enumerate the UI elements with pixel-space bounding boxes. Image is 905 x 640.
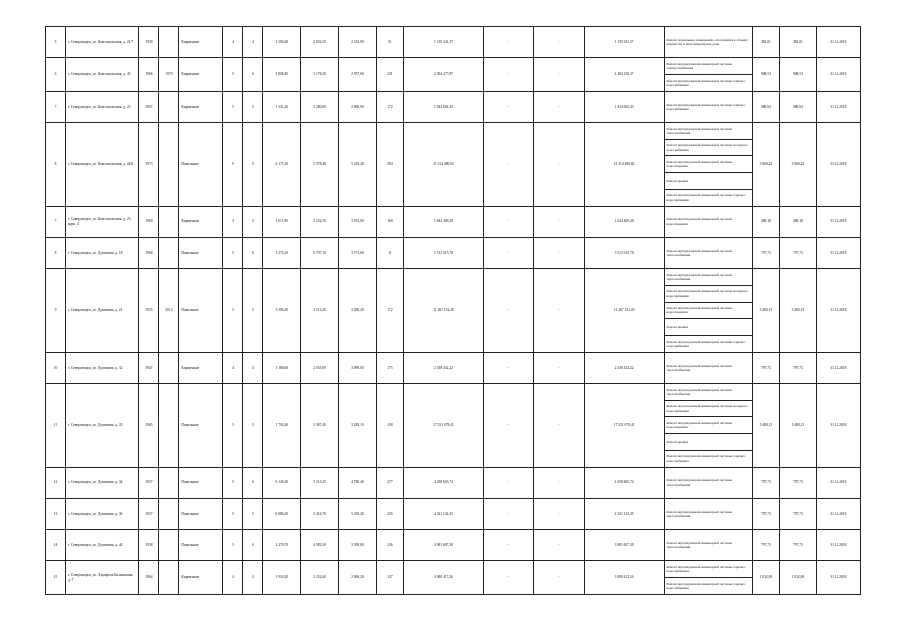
total-cost-cell: 1 139 341,37 xyxy=(584,27,664,58)
funding-source-b-cell: - xyxy=(534,91,584,122)
year-reconstructed-cell xyxy=(159,122,179,206)
wall-type-cell: Панельные xyxy=(179,237,223,268)
floors-cell: 5 xyxy=(223,498,243,529)
entrances-cell: 5 xyxy=(243,91,263,122)
floors-cell: 4 xyxy=(223,561,243,595)
funding-source-a-cell: - xyxy=(483,237,533,268)
row-number: 8 xyxy=(46,237,66,268)
total-cost-cell: 4 484 250,37 xyxy=(584,58,664,91)
year-reconstructed-cell xyxy=(159,206,179,237)
capital-repair-registry-table xyxy=(45,26,861,595)
table-row xyxy=(46,530,861,561)
deadline-cell: 31.12.2018 xyxy=(816,383,860,467)
repair-work-type-cell: Ремонт внутридомовой инженерной системы электроснабжения xyxy=(664,58,752,75)
year-reconstructed-cell xyxy=(159,352,179,383)
address-cell: г. Североморск, ул. Душенова, д. 32 xyxy=(65,352,139,383)
row-number: 14 xyxy=(46,530,66,561)
wall-type-cell: Панельные xyxy=(179,467,223,498)
specific-cost-cell: 3 480,15 xyxy=(752,269,779,353)
funding-source-a-cell: - xyxy=(483,269,533,353)
table-row xyxy=(46,206,861,237)
repair-work-type-cell: Ремонт крыши xyxy=(664,319,752,336)
repair-cost-cell: 1 924 002,43 xyxy=(404,91,484,122)
total-cost-cell: 11 267 152,40 xyxy=(584,269,664,353)
row-number: 9 xyxy=(46,269,66,353)
year-reconstructed-cell xyxy=(159,530,179,561)
funding-source-b-cell: - xyxy=(534,237,584,268)
year-built-cell: 1966 xyxy=(139,58,159,91)
limit-cost-cell: 797,73 xyxy=(780,352,817,383)
row-number: 15 xyxy=(46,561,66,595)
deadline-cell: 31.12.2018 xyxy=(816,91,860,122)
floors-cell: 4 xyxy=(223,352,243,383)
address-cell: г. Североморск, ул. Комсомольская, д. 25, корп. 4 xyxy=(65,206,139,237)
year-reconstructed-cell xyxy=(159,237,179,268)
floors-cell: 3 xyxy=(223,206,243,237)
address-cell: г. Североморск, ул. Комсомольская, д. 45 xyxy=(65,58,139,91)
year-built-cell: 1957 xyxy=(139,467,159,498)
nonliving-area-cell: 2 957,60 xyxy=(338,58,376,91)
funding-source-a-cell: - xyxy=(483,206,533,237)
limit-cost-cell: 3 480,15 xyxy=(780,269,817,353)
table-row xyxy=(46,498,861,529)
total-area-cell: 1 541,20 xyxy=(263,91,301,122)
funding-source-b-cell: - xyxy=(534,561,584,595)
year-built-cell: 1930 xyxy=(139,27,159,58)
nonliving-area-cell: 4 780,40 xyxy=(338,467,376,498)
floors-cell: 5 xyxy=(223,467,243,498)
entrances-cell: 4 xyxy=(243,561,263,595)
repair-cost-cell: 1 644 409,28 xyxy=(404,206,484,237)
funding-source-a-cell: - xyxy=(483,561,533,595)
wall-type-cell: Панельные xyxy=(179,498,223,529)
table-row xyxy=(46,91,861,122)
year-reconstructed-cell xyxy=(159,91,179,122)
year-reconstructed-cell xyxy=(159,467,179,498)
row-number: 10 xyxy=(46,352,66,383)
limit-cost-cell: 3 480,15 xyxy=(780,383,817,467)
total-cost-cell: 5 512 615,78 xyxy=(584,237,664,268)
living-area-cell: 5 416,70 xyxy=(301,498,339,529)
year-built-cell: 1957 xyxy=(139,91,159,122)
floors-cell: 5 xyxy=(223,237,243,268)
funding-source-b-cell: - xyxy=(534,269,584,353)
year-built-cell: 1968 xyxy=(139,237,159,268)
wall-type-cell: Кирпичные xyxy=(179,58,223,91)
entrances-cell: 5 xyxy=(243,383,263,467)
total-area-cell: 2 270,70 xyxy=(263,530,301,561)
entrances-cell: 3 xyxy=(243,206,263,237)
specific-cost-cell: 498,18 xyxy=(752,206,779,237)
address-cell: г. Североморск, ул. Душенова, д. 18 xyxy=(65,237,139,268)
repair-cost-cell: 4 321 132,45 xyxy=(404,498,484,529)
deadline-cell: 31.12.2018 xyxy=(816,58,860,91)
residents-cell: 294 xyxy=(376,122,403,206)
year-reconstructed-cell xyxy=(159,498,179,529)
year-reconstructed-cell: 1970 xyxy=(159,58,179,91)
floors-cell: 5 xyxy=(223,91,243,122)
year-built-cell: 1973 xyxy=(139,122,159,206)
year-reconstructed-cell xyxy=(159,27,179,58)
limit-cost-cell: 797,73 xyxy=(780,530,817,561)
deadline-cell: 31.12.2018 xyxy=(816,122,860,206)
year-built-cell: 1957 xyxy=(139,498,159,529)
row-number: 7 xyxy=(46,91,66,122)
entrances-cell: 4 xyxy=(243,27,263,58)
living-area-cell: 5 378,40 xyxy=(301,122,339,206)
entrances-cell: 8 xyxy=(243,237,263,268)
living-area-cell: 3 232,50 xyxy=(301,206,339,237)
deadline-cell: 31.12.2018 xyxy=(816,27,860,58)
total-area-cell: 3 808,40 xyxy=(263,58,301,91)
wall-type-cell: Панельные xyxy=(179,383,223,467)
entrances-cell: 5 xyxy=(243,498,263,529)
total-area-cell: 1 792,40 xyxy=(263,383,301,467)
specific-cost-cell: 382,01 xyxy=(752,27,779,58)
nonliving-area-cell: 3 089,00 xyxy=(338,352,376,383)
residents-cell: 241 xyxy=(376,58,403,91)
repair-cost-cell: 3 080 417,26 xyxy=(404,561,484,595)
repair-cost-cell: 17 521 078,41 xyxy=(404,383,484,467)
funding-source-b-cell: - xyxy=(534,530,584,561)
living-area-cell: 5 515,25 xyxy=(301,467,339,498)
repair-cost-cell: 2 338 432,22 xyxy=(404,352,484,383)
funding-source-b-cell: - xyxy=(534,498,584,529)
address-cell: г. Североморск, ул. Душенова, д. 33 xyxy=(65,383,139,467)
repair-work-type-cell: Ремонт внутридомовой инженерной системы горячего водоснабжения xyxy=(664,336,752,353)
repair-work-type-cell: Ремонт крыши xyxy=(664,434,752,451)
nonliving-area-cell: 5 439,20 xyxy=(338,498,376,529)
specific-cost-cell: 908,54 xyxy=(752,58,779,91)
address-cell: г. Североморск, ул. Адмирала Колышкина, д. 7 xyxy=(65,561,139,595)
specific-cost-cell: 1 032,00 xyxy=(752,561,779,595)
repair-work-type-cell: Ремонт внутридомовой инженерной системы теплоснабжения xyxy=(664,498,752,529)
address-cell: г. Североморск, ул. Душенова, д. 34 xyxy=(65,467,139,498)
nonliving-area-cell: 2 800,90 xyxy=(338,91,376,122)
floors-cell: 5 xyxy=(223,530,243,561)
address-cell: г. Североморск, ул. Комсомольская, д. 21/7 xyxy=(65,27,139,58)
wall-type-cell: Кирпичные xyxy=(179,91,223,122)
year-built-cell: 1958 xyxy=(139,530,159,561)
address-cell: г. Североморск, ул. Душенова, д. 36 xyxy=(65,498,139,529)
funding-source-a-cell: - xyxy=(483,383,533,467)
limit-cost-cell: 586,04 xyxy=(780,91,817,122)
funding-source-b-cell: - xyxy=(534,206,584,237)
total-area-cell: 3 396,20 xyxy=(263,269,301,353)
row-number: 11 xyxy=(46,383,66,467)
specific-cost-cell: 797,73 xyxy=(752,237,779,268)
deadline-cell: 31.12.2018 xyxy=(816,352,860,383)
deadline-cell: 31.12.2018 xyxy=(816,467,860,498)
repair-work-type-cell: Ремонт внутридомовой инженерной системы холодного водоснабжения xyxy=(664,139,752,156)
total-cost-cell: 4 321 132,45 xyxy=(584,498,664,529)
repair-work-type-cell: Ремонт внутридомовой инженерной системы водоотведения xyxy=(664,156,752,173)
repair-cost-cell: 3 981 607,38 xyxy=(404,530,484,561)
living-area-cell: 2 035,00 xyxy=(301,352,339,383)
specific-cost-cell: 3 960,22 xyxy=(752,122,779,206)
funding-source-a-cell: - xyxy=(483,352,533,383)
funding-source-b-cell: - xyxy=(534,467,584,498)
residents-cell: 160 xyxy=(376,206,403,237)
limit-cost-cell: 382,01 xyxy=(780,27,817,58)
specific-cost-cell: 797,73 xyxy=(752,530,779,561)
row-number: 8 xyxy=(46,122,66,206)
year-reconstructed-cell xyxy=(159,561,179,595)
living-area-cell: 3 513,20 xyxy=(301,269,339,353)
table-row xyxy=(46,383,861,400)
repair-work-type-cell: Ремонт внутридомовой инженерной системы горячего водоснабжения xyxy=(664,578,752,595)
total-cost-cell: 21 314 480,82 xyxy=(584,122,664,206)
residents-cell: 172 xyxy=(376,269,403,353)
wall-type-cell: Кирпичные xyxy=(179,352,223,383)
repair-work-type-cell: Ремонт внутридомовой инженерной системы холодного водоснабжения xyxy=(664,285,752,302)
repair-work-type-cell: Ремонт внутридомовой инженерной системы теплоснабжения xyxy=(664,352,752,383)
living-area-cell: 3 232,60 xyxy=(301,561,339,595)
total-area-cell: 6 086,20 xyxy=(263,498,301,529)
repair-work-type-cell: Ремонт внутридомовой инженерной системы теплоснабжения xyxy=(664,237,752,268)
total-cost-cell: 3 080 412,26 xyxy=(584,561,664,595)
wall-type-cell: Панельные xyxy=(179,530,223,561)
repair-work-type-cell: Ремонт внутридомовой инженерной системы горячего водоснабжения xyxy=(664,561,752,578)
funding-source-a-cell: - xyxy=(483,27,533,58)
total-area-cell: 6 146,20 xyxy=(263,467,301,498)
repair-work-type-cell: Ремонт подвальных помещений, относящихся к общему имуществу в многоквартирном доме xyxy=(664,27,752,58)
living-area-cell: 3 280,80 xyxy=(301,91,339,122)
limit-cost-cell: 3 960,22 xyxy=(780,122,817,206)
nonliving-area-cell: 3 282,10 xyxy=(338,383,376,467)
limit-cost-cell: 908,54 xyxy=(780,58,817,91)
repair-cost-cell: 5 512 615,78 xyxy=(404,237,484,268)
table-row xyxy=(46,352,861,383)
repair-work-type-cell: Ремонт внутридомовой инженерной системы теплоснабжения xyxy=(664,467,752,498)
repair-work-type-cell: Ремонт внутридомовой инженерной системы теплоснабжения xyxy=(664,383,752,400)
entrances-cell: 5 xyxy=(243,269,263,353)
total-area-cell: 1 274,10 xyxy=(263,237,301,268)
row-number: 6 xyxy=(46,58,66,91)
repair-work-type-cell: Ремонт внутридомовой инженерной системы горячего водоснабжения xyxy=(664,189,752,206)
repair-work-type-cell: Ремонт внутридомовой инженерной системы теплоснабжения xyxy=(664,122,752,139)
year-built-cell: 1965 xyxy=(139,383,159,467)
repair-cost-cell: 4 458 665,74 xyxy=(404,467,484,498)
repair-cost-cell: 11 267 152,40 xyxy=(404,269,484,353)
table-row xyxy=(46,467,861,498)
funding-source-a-cell: - xyxy=(483,467,533,498)
funding-source-a-cell: - xyxy=(483,58,533,91)
floors-cell: 5 xyxy=(223,383,243,467)
floors-cell: 9 xyxy=(223,122,243,206)
residents-cell: 158 xyxy=(376,383,403,467)
residents-cell: 235 xyxy=(376,498,403,529)
residents-cell: 137 xyxy=(376,561,403,595)
floors-cell: 5 xyxy=(223,269,243,353)
repair-work-type-cell: Ремонт внутридомовой инженерной системы теплоснабжения xyxy=(664,530,752,561)
limit-cost-cell: 498,18 xyxy=(780,206,817,237)
funding-source-b-cell: - xyxy=(534,352,584,383)
year-built-cell: 1955 xyxy=(139,269,159,353)
repair-work-type-cell: Ремонт внутридомовой инженерной системы водоотведения xyxy=(664,417,752,434)
repair-work-type-cell: Ремонт внутридомовой инженерной системы горячего водоснабжения xyxy=(664,91,752,122)
entrances-cell: 6 xyxy=(243,58,263,91)
row-number: 5 xyxy=(46,27,66,58)
total-area-cell: 1 611,90 xyxy=(263,206,301,237)
table-row xyxy=(46,269,861,286)
residents-cell: 11 xyxy=(376,237,403,268)
wall-type-cell: Панельные xyxy=(179,122,223,206)
nonliving-area-cell: 3 573,60 xyxy=(338,237,376,268)
repair-work-type-cell: Ремонт внутридомовой инженерной системы теплоснабжения xyxy=(664,269,752,286)
specific-cost-cell: 797,73 xyxy=(752,498,779,529)
wall-type-cell: Кирпичные xyxy=(179,206,223,237)
repair-work-type-cell: Ремонт внутридомовой инженерной системы водоотведения xyxy=(664,206,752,237)
repair-work-type-cell: Ремонт внутридомовой инженерной системы холодного водоснабжения xyxy=(664,400,752,417)
deadline-cell: 31.12.2018 xyxy=(816,237,860,268)
row-number: 12 xyxy=(46,467,66,498)
address-cell: г. Североморск, ул. Душенова, д. 44 xyxy=(65,530,139,561)
living-area-cell: 6 797,10 xyxy=(301,237,339,268)
funding-source-a-cell: - xyxy=(483,530,533,561)
funding-source-b-cell: - xyxy=(534,27,584,58)
total-cost-cell: 1 924 002,43 xyxy=(584,91,664,122)
deadline-cell: 31.12.2018 xyxy=(816,498,860,529)
living-area-cell: 2 032,50 xyxy=(301,27,339,58)
residents-cell: 172 xyxy=(376,91,403,122)
deadline-cell: 31.12.2018 xyxy=(816,530,860,561)
year-built-cell: 1960 xyxy=(139,206,159,237)
entrances-cell: 5 xyxy=(243,122,263,206)
year-built-cell: 1947 xyxy=(139,352,159,383)
repair-work-type-cell: Ремонт внутридомовой инженерной системы горячего водоснабжения xyxy=(664,74,752,91)
total-cost-cell: 4 458 665,74 xyxy=(584,467,664,498)
limit-cost-cell: 1 032,00 xyxy=(780,561,817,595)
limit-cost-cell: 797,73 xyxy=(780,237,817,268)
table-row xyxy=(46,237,861,268)
deadline-cell: 31.12.2018 xyxy=(816,269,860,353)
address-cell: г. Североморск, ул. Комсомольская, д. 23 xyxy=(65,91,139,122)
specific-cost-cell: 586,04 xyxy=(752,91,779,122)
row-number: 7 xyxy=(46,206,66,237)
nonliving-area-cell: 3 490,20 xyxy=(338,269,376,353)
floors-cell: 5 xyxy=(223,58,243,91)
specific-cost-cell: 797,73 xyxy=(752,352,779,383)
deadline-cell: 31.12.2018 xyxy=(816,206,860,237)
year-built-cell: 1964 xyxy=(139,561,159,595)
total-area-cell: 2 592,60 xyxy=(263,27,301,58)
residents-cell: 51 xyxy=(376,27,403,58)
funding-source-a-cell: - xyxy=(483,91,533,122)
total-cost-cell: 3 981 607,38 xyxy=(584,530,664,561)
total-cost-cell: 17 521 078,41 xyxy=(584,383,664,467)
floors-cell: 4 xyxy=(223,27,243,58)
repair-cost-cell: 2 394 477,87 xyxy=(404,58,484,91)
entrances-cell: 6 xyxy=(243,467,263,498)
wall-type-cell: Кирпичные xyxy=(179,27,223,58)
residents-cell: 175 xyxy=(376,352,403,383)
table-row xyxy=(46,561,861,578)
year-reconstructed-cell: 2014 xyxy=(159,269,179,353)
funding-source-b-cell: - xyxy=(534,383,584,467)
funding-source-a-cell: - xyxy=(483,498,533,529)
specific-cost-cell: 797,73 xyxy=(752,467,779,498)
entrances-cell: 6 xyxy=(243,530,263,561)
funding-source-b-cell: - xyxy=(534,58,584,91)
limit-cost-cell: 797,73 xyxy=(780,467,817,498)
wall-type-cell: Панельные xyxy=(179,269,223,353)
nonliving-area-cell: 3 033,00 xyxy=(338,206,376,237)
living-area-cell: 3 178,20 xyxy=(301,58,339,91)
row-number: 13 xyxy=(46,498,66,529)
nonliving-area-cell: 2 866,20 xyxy=(338,561,376,595)
table-row xyxy=(46,122,861,139)
repair-work-type-cell: Ремонт внутридомовой инженерной системы водоотведения xyxy=(664,302,752,319)
repair-work-type-cell: Ремонт внутридомовой инженерной системы горячего водоснабжения xyxy=(664,450,752,467)
residents-cell: 277 xyxy=(376,467,403,498)
repair-cost-cell: 1 139 341,37 xyxy=(404,27,484,58)
address-cell: г. Североморск, ул. Душенова, д. 21 xyxy=(65,269,139,353)
nonliving-area-cell: 2 333,90 xyxy=(338,27,376,58)
table-row xyxy=(46,58,861,75)
limit-cost-cell: 797,73 xyxy=(780,498,817,529)
living-area-cell: 4 983,50 xyxy=(301,530,339,561)
repair-cost-cell: 21 314 480,82 xyxy=(404,122,484,206)
total-cost-cell: 1 644 409,28 xyxy=(584,206,664,237)
funding-source-b-cell: - xyxy=(534,122,584,206)
residents-cell: 236 xyxy=(376,530,403,561)
total-area-cell: 6 175,10 xyxy=(263,122,301,206)
nonliving-area-cell: 3 938,80 xyxy=(338,530,376,561)
specific-cost-cell: 3 480,15 xyxy=(752,383,779,467)
table-row xyxy=(46,27,861,58)
living-area-cell: 3 387,40 xyxy=(301,383,339,467)
wall-type-cell: Кирпичные xyxy=(179,561,223,595)
total-area-cell: 1 180,60 xyxy=(263,352,301,383)
total-cost-cell: 2 338 432,22 xyxy=(584,352,664,383)
address-cell: г. Североморск, ул. Комсомольская, д. 24/6 xyxy=(65,122,139,206)
year-reconstructed-cell xyxy=(159,383,179,467)
repair-work-type-cell: Ремонт крыши xyxy=(664,173,752,190)
deadline-cell: 31.12.2018 xyxy=(816,561,860,595)
funding-source-a-cell: - xyxy=(483,122,533,206)
nonliving-area-cell: 5 410,20 xyxy=(338,122,376,206)
total-area-cell: 1 916,20 xyxy=(263,561,301,595)
entrances-cell: 4 xyxy=(243,352,263,383)
